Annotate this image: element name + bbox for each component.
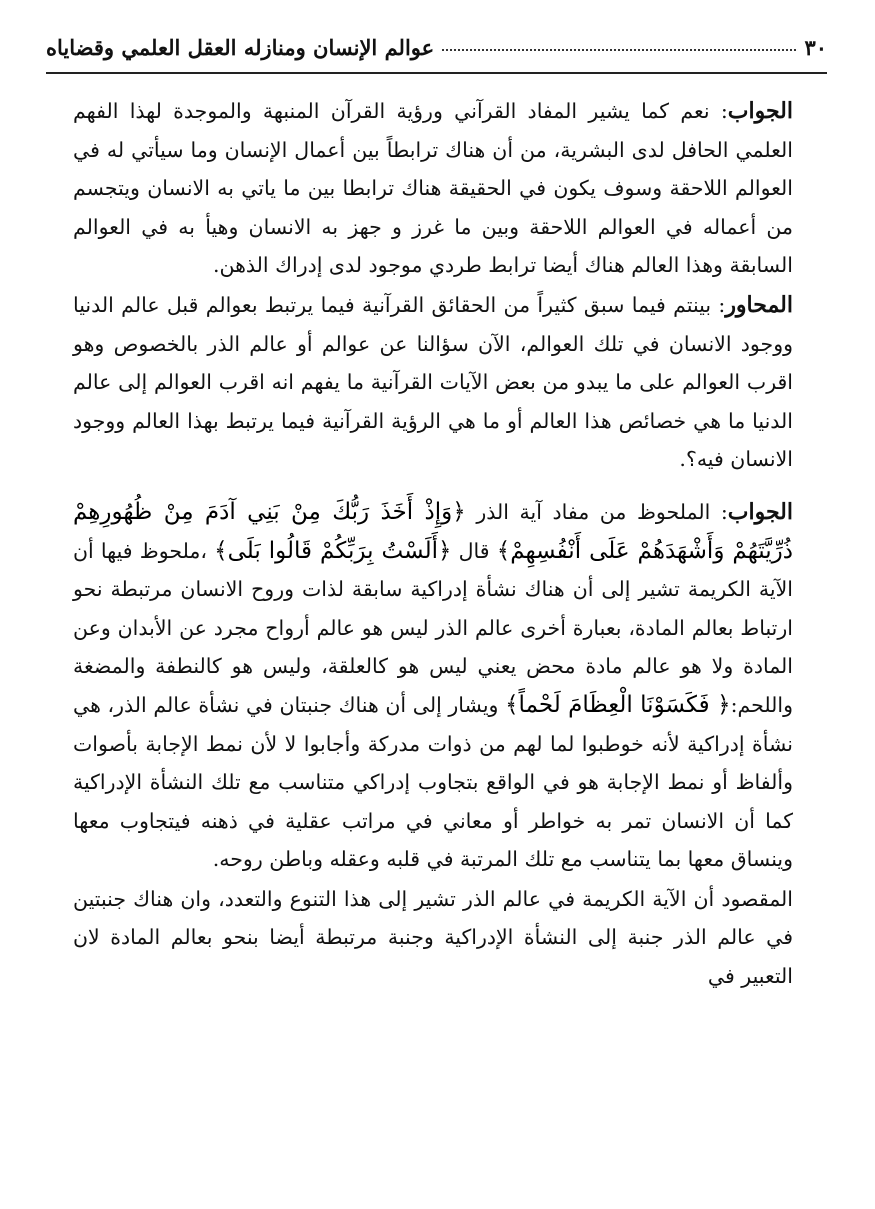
paragraph-text: : بينتم فيما سبق كثيراً من الحقائق القرآنية فيما يرتبط بعوالم قبل عالم الدنيا ووجود الانسان في تلك العوالم، الآن سؤالنا عن عوالم أو عالم الذر بالخصوص وهو اقرب العوالم على ما يبدو من بعض الآيات القرآنية ما يفهم انه اقرب العوالم إلى عالم الدنيا ما هي خصائص هذا العالم أو ما هي الرؤية القرآنية فيما يرتبط بهذا العالم ووجود الانسان فيه؟. xyxy=(73,292,793,472)
quran-verse: ﴿وَإِذْ أَخَذَ رَبُّكَ مِنْ بَنِي آدَمَ مِنْ ظُهُورِهِمْ ذُرِّيَّتَهُمْ وَأَشْهَدَهُمْ عَلَى أَنْفُسِهِمْ﴾ xyxy=(73,498,793,564)
page-body xyxy=(73,92,793,996)
paragraph-intro: : الملحوظ من مفاد آية الذر xyxy=(465,499,728,524)
quran-verse: ﴿ فَكَسَوْنَا الْعِظَامَ لَحْماً﴾ xyxy=(505,691,731,718)
speaker-label-interlocutor: المحاور xyxy=(725,291,793,318)
running-title: عوالم الإنسان ومنازله العقل العلمي وقضاياه xyxy=(46,34,435,60)
paragraph-text: المقصود أن الآية الكريمة في عالم الذر تشير إلى هذا التنوع والتعدد، وان هناك جنبتين في عالم الذر جنبة إلى النشأة الإدراكية وجنبة مرتبطة أيضا بنحو بعالم المادة لان التعبير في xyxy=(73,886,794,989)
paragraph-interlocutor xyxy=(73,286,793,479)
running-header xyxy=(46,22,827,74)
page-number: ٣٠ xyxy=(804,34,827,60)
paragraph-conclusion xyxy=(73,880,793,996)
speaker-label-answer: الجواب xyxy=(727,98,793,124)
paragraph-answer-2 xyxy=(73,493,793,879)
speaker-label-answer: الجواب xyxy=(727,498,794,525)
paragraph-text: ،ملحوظ فيها أن الآية الكريمة تشير إلى أن هناك نشأة إدراكية سابقة لذات وروح الانسان مرتبطة نحو ارتباط بعالم المادة، بعبارة أخرى عالم الذر ليس هو عالم أرواح مجرد عن الأبدان وعن المادة ولا هو عالم مادة محض يعني ليس هو كالعلقة، وليس هو كالنطفة والمضغة واللحم: xyxy=(73,538,793,717)
paragraph-text: قال xyxy=(451,538,497,563)
quran-verse: ﴿أَلَسْتُ بِرَبِّكُمْ قَالُوا بَلَى﴾ xyxy=(214,537,452,564)
dotted-leader xyxy=(442,49,796,51)
paragraph-text: ويشار إلى أن هناك جنبتان في نشأة عالم الذر، هي نشأة إدراكية لأنه خوطبوا لما لهم من ذوات مدركة وأجابوا لا لأن نمط الإجابة بأصوات وألفاظ أو نمط الإجابة هو في الواقع بتجاوب إدراكي متناسب مع تلك النشأة الإدراكية كما أن الانسان تمر به خواطر أو معاني في مراتب عقلية في ذهنه فيتجاوب معها وينساق معها بما يتناسب مع تلك المرتبة في قلبه وعقله وباطن روحه. xyxy=(73,692,793,872)
paragraph-answer-1 xyxy=(73,92,793,285)
paragraph-text: : نعم كما يشير المفاد القرآني ورؤية القرآن المنبهة والموجدة لهذا الفهم العلمي الحافل لدى البشرية، من أن هناك ترابطاً بين أعمال الإنسان وما سيأتي له في العوالم اللاحقة وسوف يكون في الحقيقة هناك ترابطا بين ما ياتي به الانسان ويتجسم من أعماله في العوالم اللاحقة وبين ما غرز و جهز به الانسان وهيأ به في العوالم السابقة وهذا العالم هناك أيضا ترابط طردي موجود لدى إدراك الذهن. xyxy=(73,99,793,278)
